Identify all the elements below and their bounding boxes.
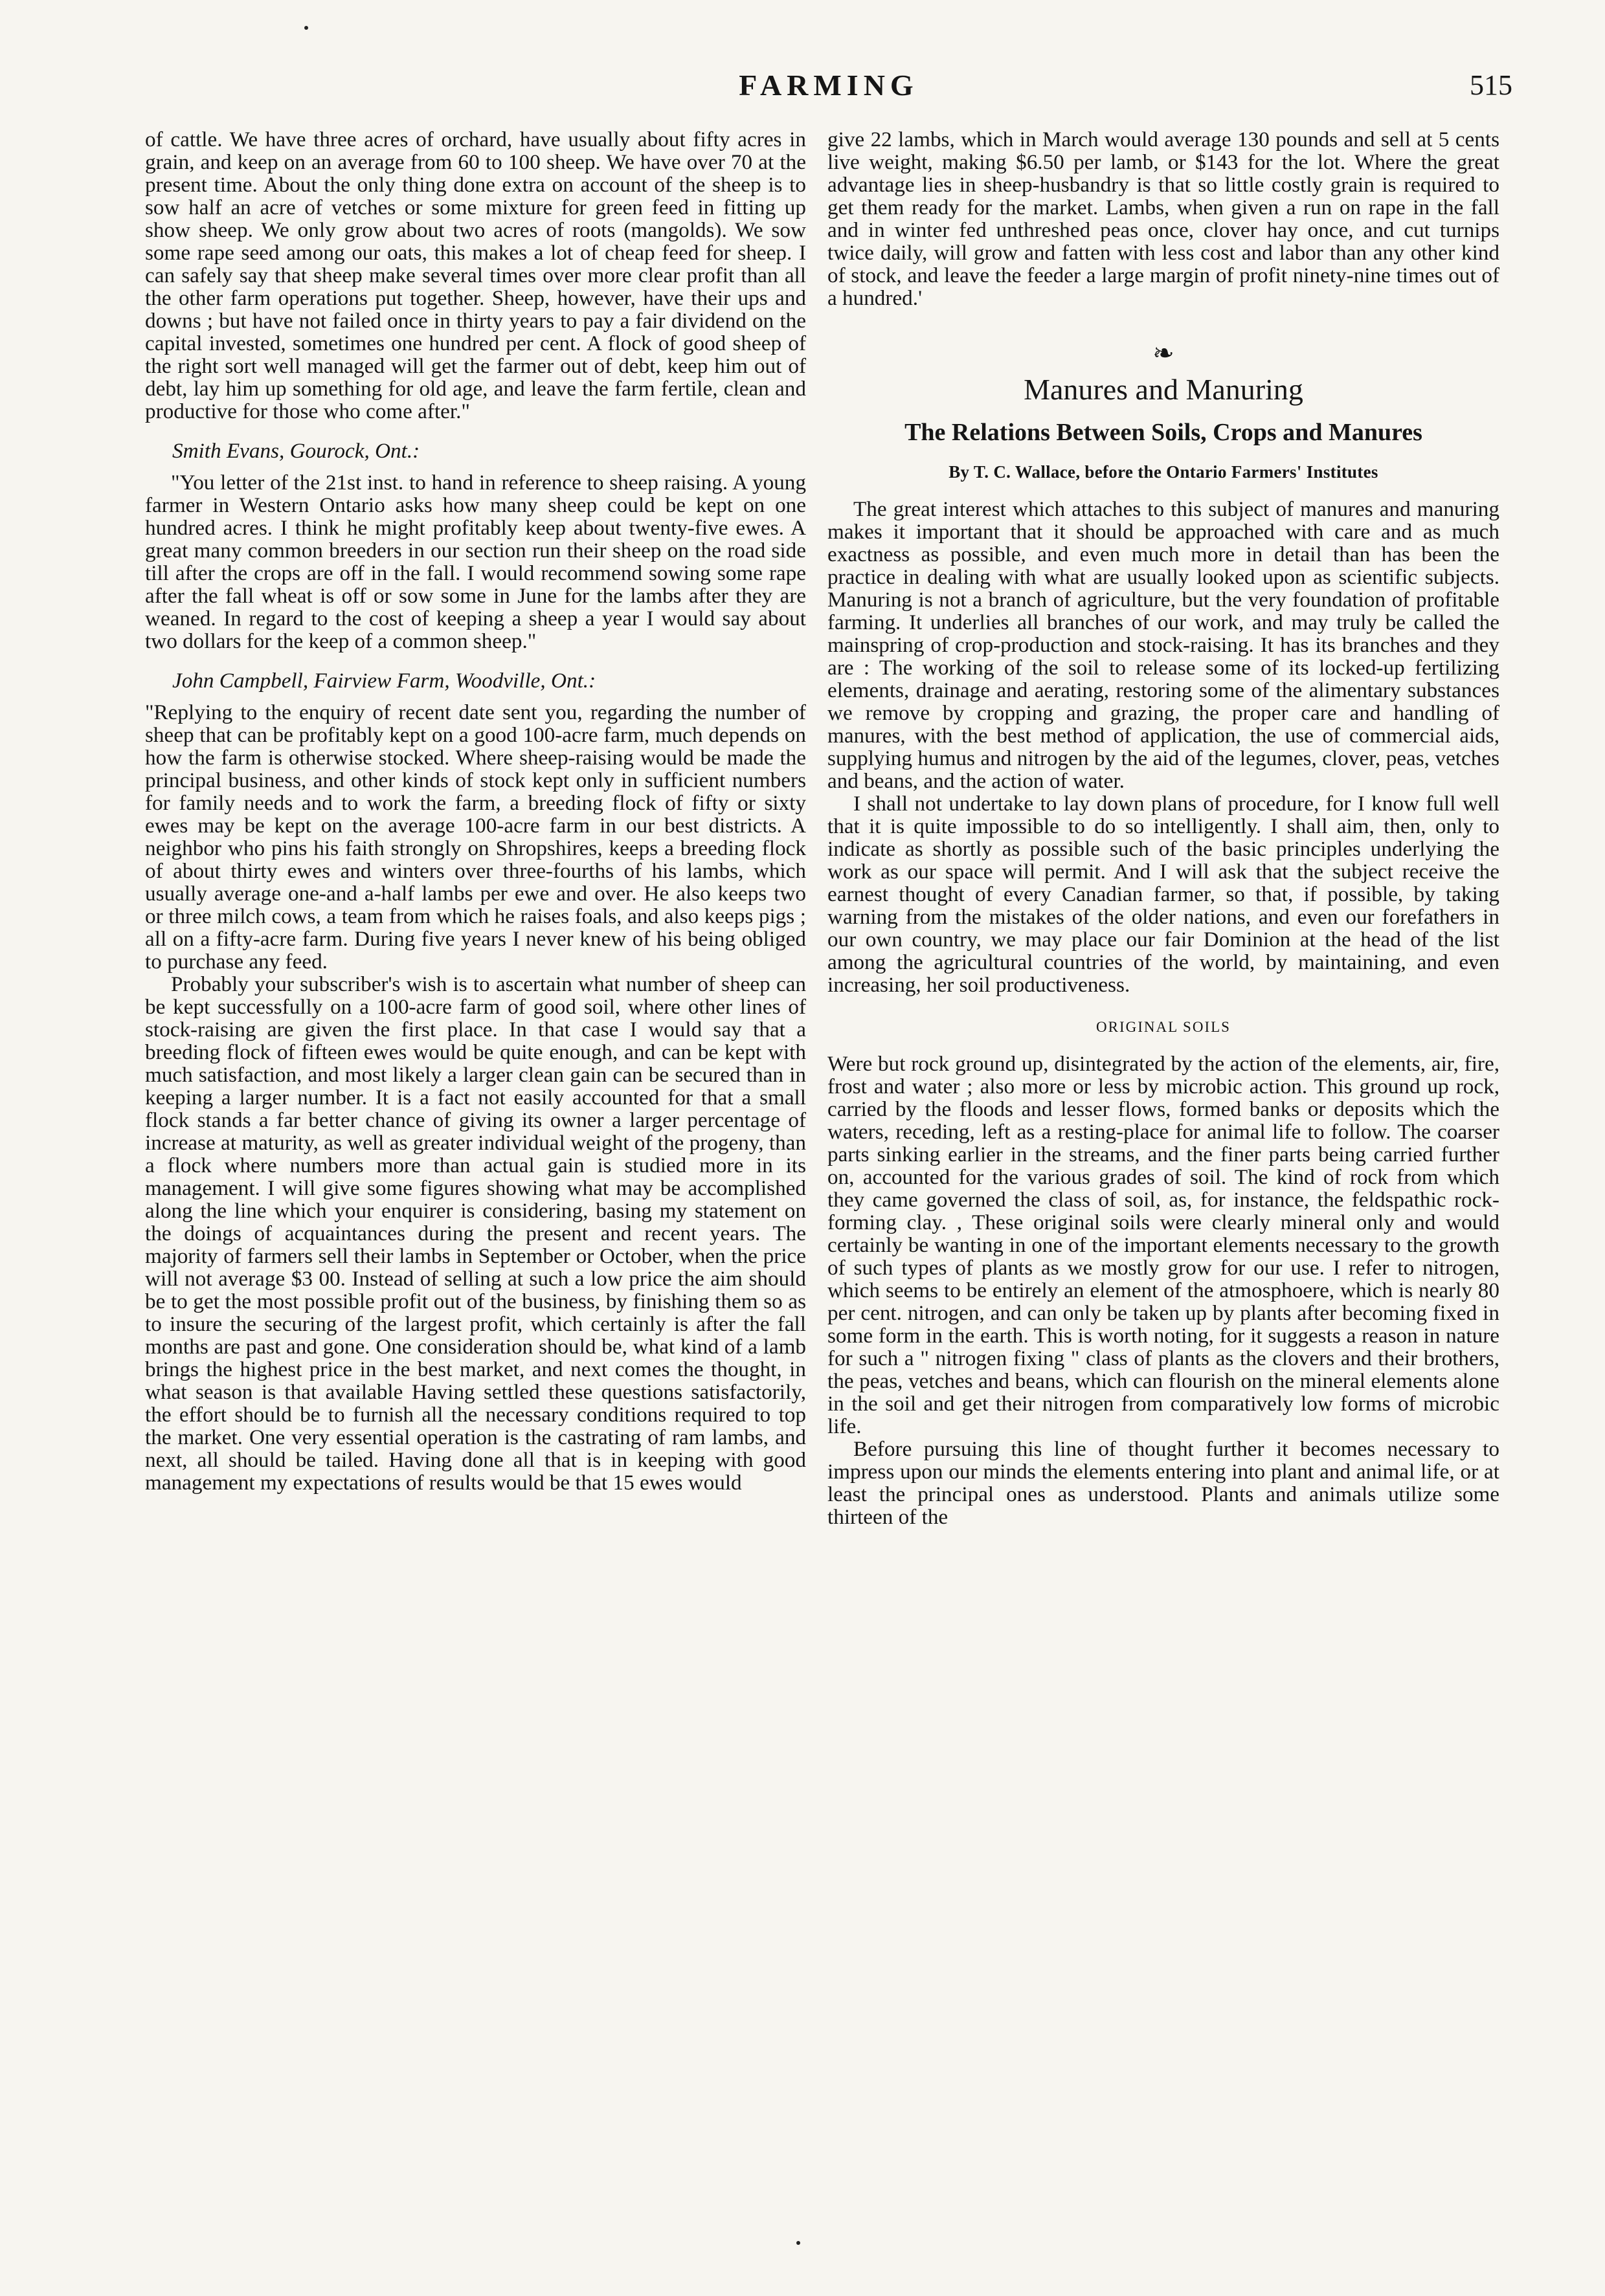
article-subtitle: The Relations Between Soils, Crops and Manures [904,419,1422,446]
page-number: 515 [1470,69,1512,101]
running-title: FARMING [739,69,919,102]
paragraph: Were but rock ground up, disintegrated by the action of the elements, air, fire, frost and water ; also more or less by microbic action. This ground up rock, carried by the floods and lesser flows, formed banks or deposits which the waters, receding, left as a resting-place for animal life to follow. The coarser parts sinking earlier in the streams, and the finer parts being carried further on, accounted for the various grades of soil. The kind of rock from which they came governed the class of soil, as, for instance, the feldspathic rock-forming clay. , These original soils were clearly mineral only and would certainly be wanting in one of the important elements necessary to the growth of such types of plants as we mostly grow for our use. I refer to nitrogen, which seems to be entirely an element of the atmosphoere, which is nearly 80 per cent. nitrogen, and can only be taken up by plants after becoming fixed in some form in the earth. This is worth noting, for it suggests a reason in nature for such a " nitrogen fixing " class of plants as the clovers and their brothers, the peas, vetches and beans, which can flourish on the mineral elements alone in the soil and get their nitrogen from comparatively low forms of microbic life. [827,1052,1499,1438]
paragraph: give 22 lambs, which in March would average 130 pounds and sell at 5 cents live weight, making $6.50 per lamb, or $143 for the lot. Where the great advantage lies in sheep-husbandry is that so little costly grain is required to get them ready for the market. Lambs, when given a run on rape in the fall and in winter fed unthreshed peas once, clover hay once, and cut turnips twice daily, will grow and fatten with less cost and labor than any other kind of stock, and leave the feeder a large margin of profit ninety-nine times out of a hundred.' [827,128,1499,310]
print-speck [304,26,308,30]
letter-signature: John Campbell, Fairview Farm, Woodville, Ont.: [172,669,596,693]
paragraph: of cattle. We have three acres of orchard, have usually about fifty acres in grain, and keep on an average from 60 to 100 sheep. We have over 70 at the present time. About the only thing done extra on account of the sheep is to sow half an acre of vetches or some mixture for green feed in fitting up show sheep. We only grow about two acres of roots (mangolds). We sow some rape seed among our oats, this makes a lot of cheap feed for sheep. I can safely say that sheep make several times over more clear profit than all the other farm operations put together. Sheep, however, have their ups and downs ; but have not failed once in thirty years to pay a fair dividend on the capital invested, sometimes one hundred per cent. A flock of good sheep of the right sort well managed will get the farmer out of debt, keep him out of debt, lay him up something for old age, and leave the farm fertile, clean and productive for those who come after." [145,128,806,423]
paragraph: Probably your subscriber's wish is to ascertain what number of sheep can be kept successfully on a 100-acre farm of good soil, where other lines of stock-raising are given the first place. In that case I would say that a breeding flock of fifteen ewes would be quite enough, and can be kept with much satisfaction, and most likely a larger clean gain can be secured than in keeping a larger number. It is a fact not easily accounted for that a small flock stands a far better chance of giving its owner a larger percentage of increase at maturity, as well as greater individual weight of the progeny, than a flock where numbers more than actual gain is studied more in its management. I will give some figures showing what may be accomplished along the line which your enquirer is considering, basing my statement on the doings of acquaintances during the present and recent years. The majority of farmers sell their lambs in September or October, when the price will not average $3 00. Instead of selling at such a low price the aim should be to get the most possible profit out of the business, by finishing them so as to insure the securing of the largest profit, which certainly is after the fall months are past and gone. One consideration should be, what kind of a lamb brings the highest price in the best market, and next comes the thought, in what season is that available Having settled these questions satisfactorily, the effort should be to furnish all the necessary conditions required to top the market. One very essential operation is the castrating of ram lambs, and next, all should be tailed. Having done all that is in keeping with good management my expectations of results would be that 15 ewes would [145,972,806,1495]
print-speck [796,2241,800,2245]
paragraph: "You letter of the 21st inst. to hand in reference to sheep raising. A young farmer in Western Ontario asks how many sheep could be kept on one hundred acres. I think he might profitably keep about twenty-five ewes. A great many common breeders in our section run their sheep on the road side till after the crops are off in the fall. I would recommend sowing some rape after the fall wheat is off or sow some in June for the lambs after they are weaned. In regard to the cost of keeping a sheep a year I would say about two dollars for the keep of a common sheep." [145,471,806,653]
page-header [145,60,1512,111]
article-byline: By T. C. Wallace, before the Ontario Farmers' Institutes [948,462,1378,482]
right-column [827,128,1499,1528]
paragraph: I shall not undertake to lay down plans of procedure, for I know full well that it is quite impossible to do so intelligently. I shall aim, then, only to indicate as shortly as possible such of the basic principles underlying the work as our space will permit. And I will ask that the subject receive the earnest thought of every Canadian farmer, so that, if possible, by taking warning from the mistakes of the older nations, and even our forefathers in our own country, we may place our fair Dominion at the head of the list among the agricultural countries of the world, by maintaining, and even increasing, her soil productiveness. [827,792,1499,997]
left-column [145,128,806,1494]
article-title: Manures and Manuring [1024,373,1303,406]
paragraph: "Replying to the enquiry of recent date sent you, regarding the number of sheep that can be profitably kept on a good 100-acre farm, much depends on how the farm is otherwise stocked. Where sheep-raising would be made the principal business, and other kinds of stock kept only in sufficient numbers for family needs and to work the farm, a breeding flock of fifty or sixty ewes may be kept on the average 100-acre farm in our best districts. A neighbor who pins his faith strongly on Shropshires, keeps a breeding flock of about thirty ewes and winters over three-fourths of his lambs, which usually average one-and a-half lambs per ewe and over. He also keeps two or three milch cows, a team from which he raises foals, and also keeps pigs ; all on a fifty-acre farm. During five years I never knew of his being obliged to purchase any feed. [145,700,806,974]
paragraph: Before pursuing this line of thought further it becomes necessary to impress upon our minds the elements entering into plant and animal life, or at least the principal ones as understood. Plants and animals utilize some thirteen of the [827,1437,1499,1529]
paragraph: The great interest which attaches to this subject of manures and manuring makes it important that it should be approached with care and as much exactness as possible, and even much more in detail than has been the practice in dealing with what are usually looked upon as scientific subjects. Manuring is not a branch of agriculture, but the very foundation of profitable farming. It underlies all branches of our work, and may truly be called the mainspring of crop-production and stock-raising. It has its branches and they are : The working of the soil to release some of its locked-up fertilizing elements, drainage and aerating, restoring some of the alimentary substances we remove by cropping and grazing, the proper care and handling of manures, with the best method of application, the use of commercial aids, supplying humus and nitrogen by the aid of the legumes, clover, peas, vetches and beans, and the action of water. [827,497,1499,793]
letter-signature: Smith Evans, Gourock, Ont.: [172,439,420,463]
section-heading: ORIGINAL SOILS [1096,1019,1231,1035]
ornament-icon: ❧ [1152,339,1174,368]
